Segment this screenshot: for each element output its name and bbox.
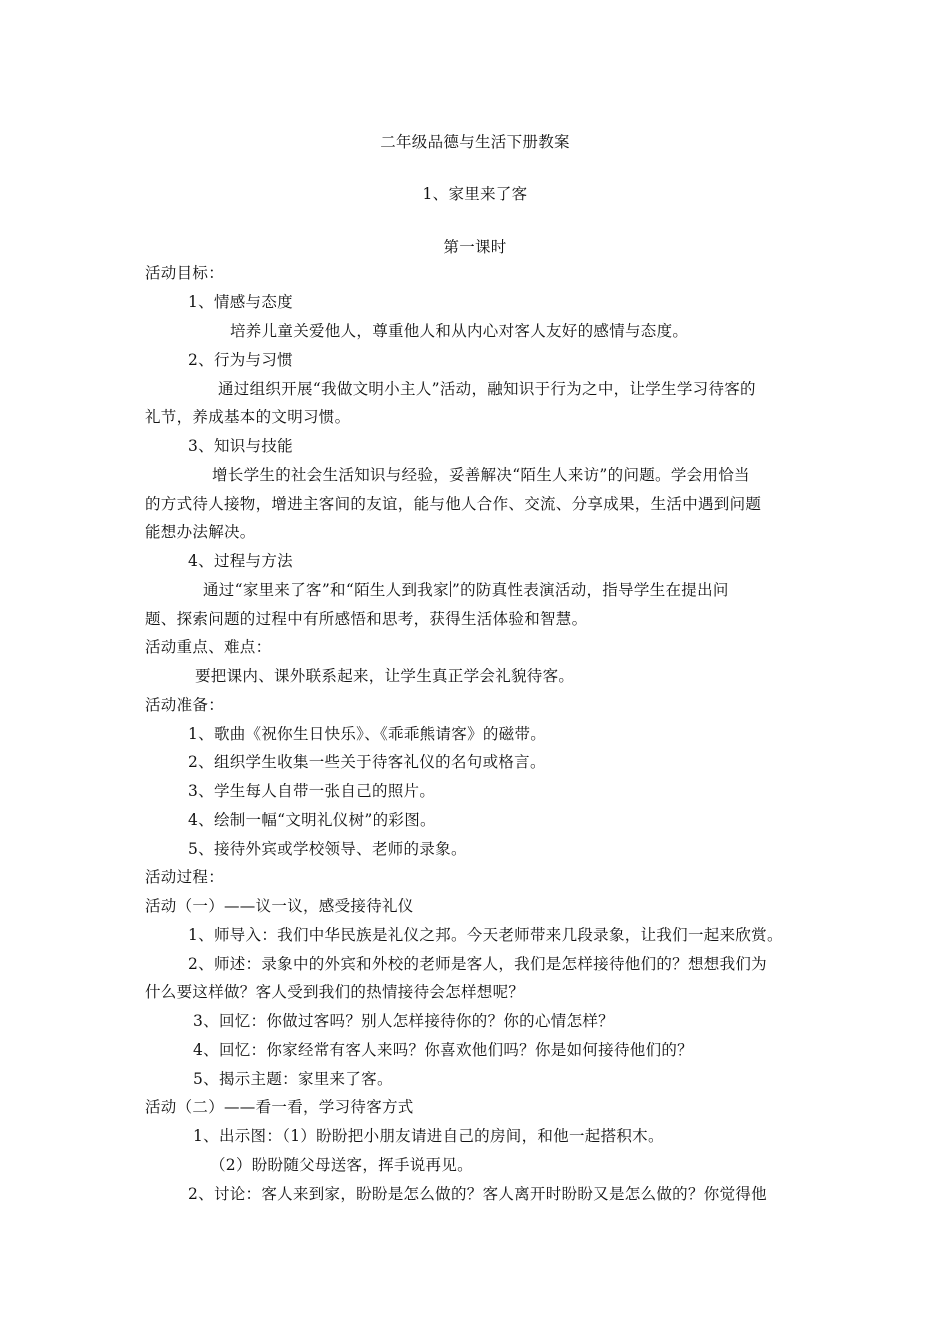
list-item: 3、回忆：你做过客吗？别人怎样接待你的？你的心情怎样？	[193, 1012, 614, 1030]
lesson-title: 1、家里来了客	[422, 185, 528, 203]
goal-heading-1: 1、情感与态度	[188, 293, 293, 311]
paragraph-line: 礼节，养成基本的文明习惯。	[145, 408, 351, 426]
paragraph-line: 的方式待人接物，增进主客间的友谊，能与他人合作、交流、分享成果，生活中遇到问题	[145, 495, 762, 513]
paragraph-line: 能想办法解决。	[145, 523, 256, 541]
activity-heading-1: 活动（一）——议一议，感受接待礼仪	[145, 897, 414, 915]
period-title: 第一课时	[443, 238, 507, 256]
paragraph-line: 题、探索问题的过程中有所感悟和思考，获得生活体验和智慧。	[145, 610, 588, 628]
text-segment: 通过“家里来了客”和“陌生人到我家	[203, 581, 449, 599]
paragraph-line: 增长学生的社会生活知识与经验，妥善解决“陌生人来访”的问题。学会用恰当	[212, 466, 750, 484]
list-item: 2、师述：录象中的外宾和外校的老师是客人，我们是怎样接待他们的？想想我们为	[188, 955, 767, 973]
section-heading-key-points: 活动重点、难点：	[145, 638, 272, 656]
paragraph-line: 什么要这样做？客人受到我们的热情接待会怎样想呢？	[145, 983, 525, 1001]
goal-heading-2: 2、行为与习惯	[188, 351, 293, 369]
section-heading-process: 活动过程：	[145, 868, 225, 886]
goal-heading-3: 3、知识与技能	[188, 437, 293, 455]
activity-heading-2: 活动（二）——看一看，学习待客方式	[145, 1098, 414, 1116]
text-cursor	[450, 581, 451, 597]
list-item: 2、讨论：客人来到家，盼盼是怎么做的？客人离开时盼盼又是怎么做的？你觉得他	[188, 1185, 767, 1203]
paragraph-line: 要把课内、课外联系起来，让学生真正学会礼貌待客。	[195, 667, 575, 685]
list-item: 4、绘制一幅“文明礼仪树”的彩图。	[188, 811, 436, 829]
goal-heading-4: 4、过程与方法	[188, 552, 293, 570]
list-item: 3、学生每人自带一张自己的照片。	[188, 782, 436, 800]
paragraph-line: 通过组织开展“我做文明小主人”活动，融知识于行为之中，让学生学习待客的	[218, 380, 756, 398]
list-item: 2、组织学生收集一些关于待客礼仪的名句或格言。	[188, 753, 546, 771]
list-item: （2）盼盼随父母送客，挥手说再见。	[210, 1156, 473, 1174]
text-segment: ”的防真性表演活动，指导学生在提出问	[451, 581, 729, 599]
list-item: 1、师导入：我们中华民族是礼仪之邦。今天老师带来几段录象，让我们一起来欣赏。	[188, 926, 783, 944]
section-heading-goals: 活动目标：	[145, 264, 225, 282]
list-item: 5、接待外宾或学校领导、老师的录象。	[188, 840, 467, 858]
section-heading-preparation: 活动准备：	[145, 696, 225, 714]
list-item: 5、揭示主题：家里来了客。	[193, 1070, 393, 1088]
document-title: 二年级品德与生活下册教案	[380, 133, 570, 151]
list-item: 1、歌曲《祝你生日快乐》、《乖乖熊请客》的磁带。	[188, 725, 547, 743]
paragraph-line	[203, 579, 729, 601]
list-item: 1、出示图：（1）盼盼把小朋友请进自己的房间，和他一起搭积木。	[193, 1127, 664, 1145]
paragraph-line: 培养儿童关爱他人，尊重他人和从内心对客人友好的感情与态度。	[230, 322, 689, 340]
list-item: 4、回忆：你家经常有客人来吗？你喜欢他们吗？你是如何接待他们的？	[193, 1041, 693, 1059]
